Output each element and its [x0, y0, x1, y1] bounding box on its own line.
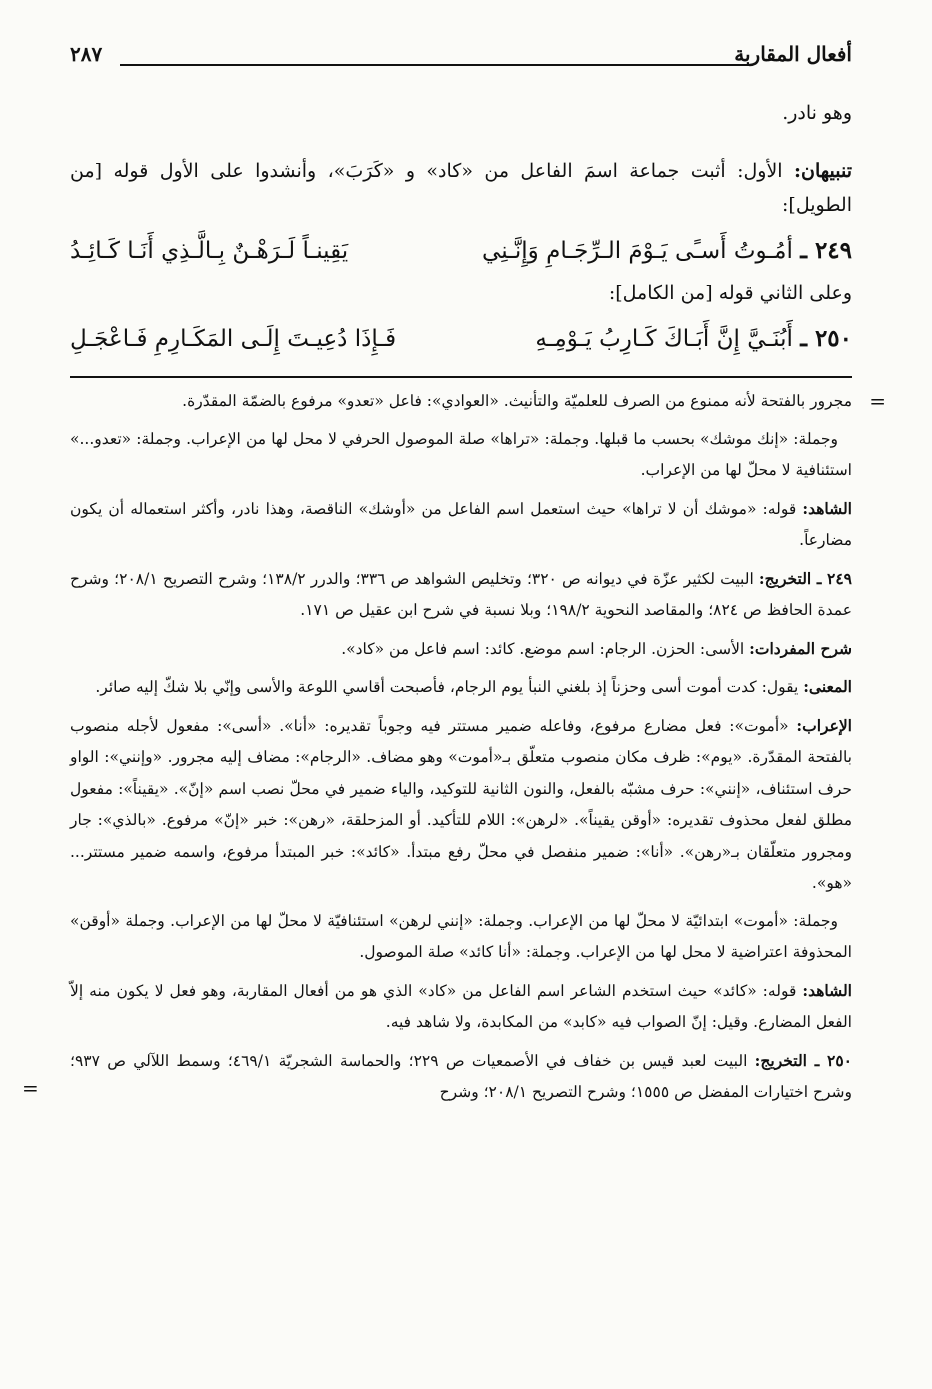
note: وجملة: «إنك موشك» بحسب ما قبلها. وجملة: «تراها» صلة الموصول الحرفي لا محل لها من الإعراب. وجملة: «تعدو...» استئنافية لا محلّ لها من الإعراب.: [70, 429, 852, 479]
note: [70, 386, 886, 418]
footnotes: [22, 386, 886, 1109]
label: ٢٥٠ ـ التخريج:: [754, 1050, 852, 1070]
header-rule: [120, 64, 752, 66]
second-hemistich: يَقِينـاً لَـرَهْـنٌ بِـالَّـذِي أَنَـا كَـائِـدُ: [70, 238, 349, 264]
verse-250: [70, 316, 852, 364]
text: قوله: «موشك أن لا تراها» حيث استعمل اسم الفاعل من «أوشك» الناقصة، وهذا نادر، وأكثر استعماله أن يكون مضارعاً.: [70, 499, 852, 549]
text: الأسى: الحزن. الرجام: اسم موضع. كائد: اسم فاعل من «كاد».: [341, 639, 750, 658]
note: [22, 1045, 852, 1109]
verse-number: ٢٤٩ ـ: [800, 237, 852, 264]
note: [70, 710, 852, 900]
continuation-mark: =: [869, 389, 886, 413]
text: الأول: أثبت جماعة اسمَ الفاعل من «كاد» و «كَرَبَ»، وأنشدوا على الأول قوله [من الطويل]:: [70, 160, 852, 216]
paragraph: وهو نادر.: [782, 102, 852, 124]
text: أَبُنَـيَّ إِنَّ أَبَـاكَ كَـارِبُ يَـوْمِـهِ: [535, 326, 793, 352]
running-header: [70, 40, 852, 76]
label: الشاهد:: [802, 498, 852, 518]
first-hemistich: [535, 322, 852, 356]
text: البيت لكثير عزّة في ديوانه ص ٣٢٠؛ وتخليص الشواهد ص ٣٣٦؛ والدرر ١٣٨/٢؛ وشرح التصريح ٢٠٨/١؛ وشرح عمدة الحافظ ص ٨٢٤؛ والمقاصد النحوية ١٩٨/٢؛ وبلا نسبة في شرح ابن عقيل ص ١٧١.: [70, 569, 852, 619]
text: مجرور بالفتحة لأنه ممنوع من الصرف للعلميّة والتأنيث. «العوادي»: فاعل «تعدو» مرفوع بالضمّة المقدّرة.: [182, 392, 852, 410]
paragraph: وعلى الثاني قوله [من الكامل]:: [608, 282, 852, 304]
second-hemistich: فَـإِذَا دُعِيـتَ إِلَـى المَكَـارِمِ فَـاعْجَـلِ: [70, 326, 397, 352]
note: وجملة: «أموت» ابتدائيّة لا محلّ لها من الإعراب. وجملة: «إنني لرهن» استئنافيّة لا محلّ لها من الإعراب. وجملة «أوقن» المحذوفة اعتراضية لا محل لها من الإعراب. وجملة: «أنا كائد» صلة الموصول.: [70, 911, 852, 961]
text: أمُـوتُ أَسـًى يَـوْمَ الـرِّجَـامِ وَإِنَّـنِي: [482, 238, 793, 264]
text: يقول: كدت أموت أسى وحزناً إذ بلغني النبأ يوم الرجام، فأصبحت أقاسي اللوعة والأسى وإنّي بلا شكّ إليه صائر.: [95, 678, 804, 696]
label: الشاهد:: [802, 980, 852, 1000]
note: [70, 671, 852, 704]
label: تنبيهان:: [793, 160, 852, 182]
label: الإعراب:: [796, 715, 852, 735]
note: [70, 975, 852, 1039]
page-number: ٢٨٧: [70, 42, 103, 66]
label: ٢٤٩ ـ التخريج:: [758, 568, 853, 588]
chapter-title: أفعال المقاربة: [734, 42, 852, 66]
label: المعنى:: [803, 677, 852, 696]
note: [70, 493, 852, 557]
continuation-mark: =: [22, 1076, 39, 1100]
footnote-separator: [70, 376, 852, 378]
text: البيت لعبد قيس بن خفاف في الأصمعيات ص ٢٢٩؛ والحماسة الشجريّة ٤٦٩/١؛ وسمط اللآلي ص ٩٣٧؛ وشرح اختيارات المفضل ص ١٥٥٥؛ وشرح التصريح ٢٠٨/١؛ وشرح: [70, 1051, 852, 1101]
label: شرح المفردات:: [749, 638, 852, 658]
page: [22, 40, 886, 1115]
verse-249: [70, 228, 852, 276]
note: [70, 563, 852, 627]
text: قوله: «كائد» حيث استخدم الشاعر اسم الفاعل من «كاد» الذي هو من أفعال المقاربة، وهو فعل لا يكون منه إلاّ الفعل المضارع. وقيل: إنّ الصواب فيه «كابد» من المكابدة، ولا شاهد فيه.: [70, 981, 852, 1031]
verse-number: ٢٥٠ ـ: [800, 325, 852, 352]
note: [70, 633, 852, 666]
paragraph: [70, 154, 852, 222]
main-text: [70, 96, 852, 364]
first-hemistich: [482, 234, 852, 268]
text: «أموت»: فعل مضارع مرفوع، وفاعله ضمير مستتر فيه وجوباً تقديره: «أنا». «أسى»: مفعول لأجله منصوب بالفتحة المقدّرة. «يوم»: ظرف مكان منصوب متعلّق بـ«أموت» وهو مضاف. «الرجام»: مضاف إليه مجرور. «وإنني»: الواو حرف استئناف، «إنني»: حرف مشبّه بالفعل، والنون الثانية للتوكيد، والياء ضمير في محلّ نصب اسم «إنّ». «يقيناً»: مفعول مطلق لفعل محذوف تقديره: «أوقن يقيناً». «لرهن»: اللام للتأكيد. أو المزحلقة، «رهن»: خبر «إنّ» مرفوع. «بالذي»: جار ومجرور متعلّقان بـ«رهن». «أنا»: ضمير منفصل في محلّ رفع مبتدأ. «كائد»: خبر المبتدأ مرفوع، واسمه ضمير مستتر... «هو».: [70, 716, 852, 892]
